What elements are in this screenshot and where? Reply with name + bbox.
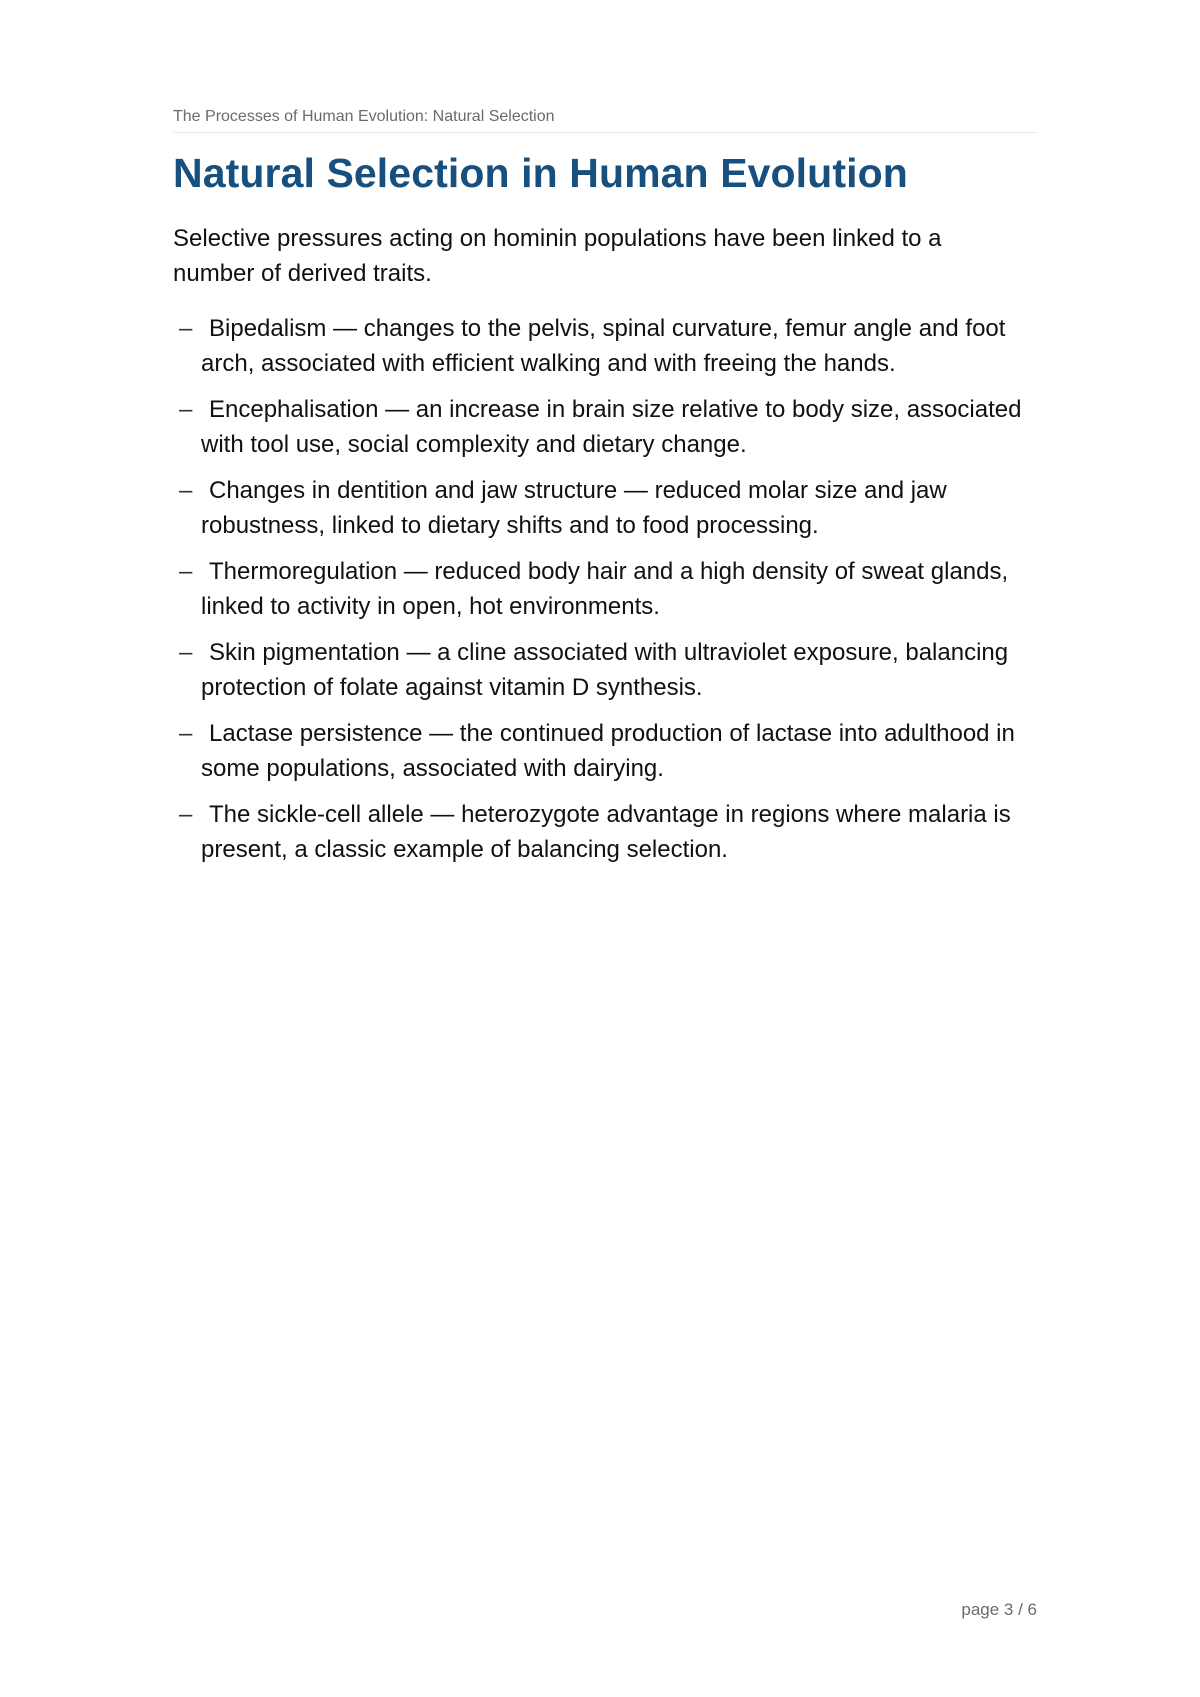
- list-item: [173, 473, 1043, 543]
- dash-bullet: –: [179, 801, 193, 828]
- list-item: [173, 635, 1043, 705]
- running-header: The Processes of Human Evolution: Natural Selection: [173, 108, 1037, 133]
- list-item-text: Bipedalism — changes to the pelvis, spinal curvature, femur angle and foot arch, associated with efficient walking and with freeing the hands.: [201, 315, 1006, 377]
- dash-bullet: –: [179, 396, 193, 423]
- dash-bullet: –: [179, 558, 193, 585]
- dash-bullet: –: [179, 477, 193, 504]
- list-item: [173, 797, 1043, 867]
- dash-bullet: –: [179, 639, 193, 666]
- list-item: [173, 392, 1043, 462]
- list-item-text: Thermoregulation — reduced body hair and a high density of sweat glands, linked to activity in open, hot environments.: [201, 558, 1009, 620]
- dash-bullet: –: [179, 315, 193, 342]
- intro-paragraph: Selective pressures acting on hominin populations have been linked to a number of derived traits.: [173, 225, 942, 287]
- list-item-text: Changes in dentition and jaw structure — reduced molar size and jaw robustness, linked to dietary shifts and to food processing.: [201, 477, 947, 539]
- page-title: Natural Selection in Human Evolution: [173, 150, 908, 196]
- trait-list: [173, 311, 1043, 878]
- list-item-text: Lactase persistence — the continued production of lactase into adulthood in some populations, associated with dairying.: [201, 720, 1015, 782]
- page-number: page 3 / 6: [961, 1600, 1037, 1619]
- list-item-text: Encephalisation — an increase in brain size relative to body size, associated with tool use, social complexity and dietary change.: [201, 396, 1022, 458]
- dash-bullet: –: [179, 720, 193, 747]
- list-item-text: Skin pigmentation — a cline associated with ultraviolet exposure, balancing protection of folate against vitamin D synthesis.: [201, 639, 1009, 701]
- list-item: [173, 554, 1043, 624]
- list-item: [173, 716, 1043, 786]
- list-item: [173, 311, 1043, 381]
- list-item-text: The sickle-cell allele — heterozygote advantage in regions where malaria is present, a classic example of balancing selection.: [201, 801, 1011, 863]
